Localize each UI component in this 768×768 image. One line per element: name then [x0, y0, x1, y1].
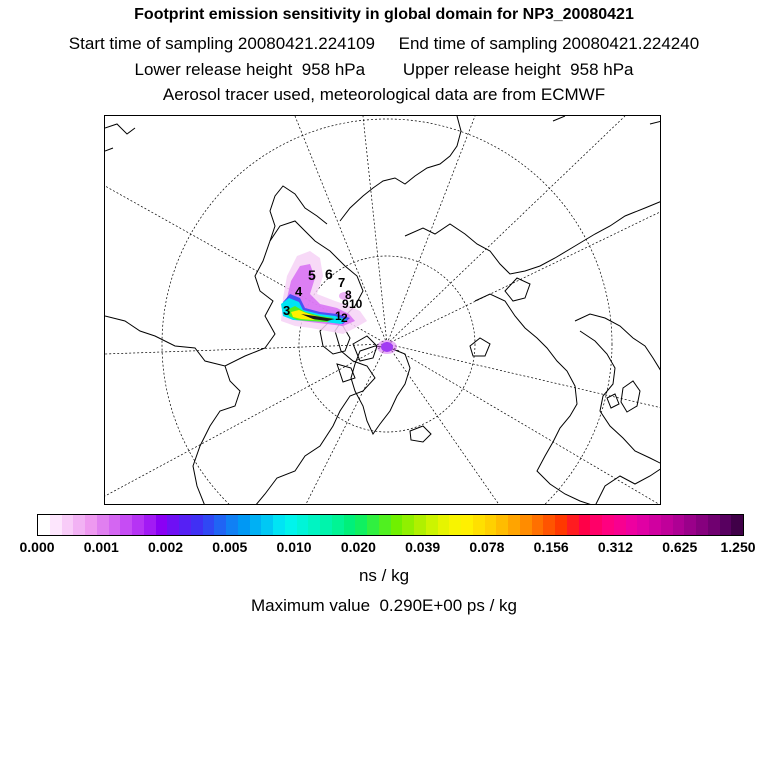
colorbar-tick-label: 0.039	[405, 539, 441, 555]
map-canvas	[105, 116, 661, 505]
coastline-north-america	[105, 221, 375, 505]
colorbar-swatch	[508, 515, 520, 535]
trajectory-label: 2	[341, 311, 348, 325]
colorbar-swatch	[308, 515, 320, 535]
meridian	[363, 116, 387, 344]
coastline-alaska	[270, 186, 327, 241]
colorbar-swatch	[238, 515, 250, 535]
colorbar-swatch	[132, 515, 144, 535]
colorbar-swatch	[684, 515, 696, 535]
colorbar-swatch	[520, 515, 532, 535]
colorbar-tick-label: 0.625	[662, 539, 698, 555]
latitude-circle-60	[162, 119, 612, 505]
colorbar-swatch	[626, 515, 638, 535]
colorbar-unit-label: ns / kg	[358, 566, 410, 585]
colorbar-swatch	[344, 515, 356, 535]
trajectory-label: 9	[342, 297, 349, 311]
trajectory-label: 3	[283, 303, 291, 318]
tracer-info-line: Aerosol tracer used, meteorological data are from ECMWF	[162, 85, 606, 104]
colorbar-swatch	[614, 515, 626, 535]
trajectory-label: 10	[349, 297, 363, 311]
colorbar-swatch	[367, 515, 379, 535]
meridian	[105, 344, 387, 354]
coastline-europe	[575, 314, 661, 464]
colorbar-swatch	[649, 515, 661, 535]
colorbar-swatch	[473, 515, 485, 535]
colorbar	[37, 514, 744, 536]
colorbar-tick-label: 0.005	[212, 539, 248, 555]
meridian	[105, 344, 387, 496]
colorbar-swatch	[85, 515, 97, 535]
coastline-svalbard	[470, 338, 490, 356]
colorbar-swatch	[144, 515, 156, 535]
colorbar-swatch	[50, 515, 62, 535]
colorbar-tick-label: 0.020	[340, 539, 376, 555]
colorbar-tick-label: 0.156	[533, 539, 569, 555]
trajectory-label: 7	[338, 275, 346, 290]
colorbar-tick-labels	[0, 539, 768, 559]
coastline-scandinavia	[475, 294, 595, 505]
colorbar-swatch	[120, 515, 132, 535]
trajectory-label: 5	[308, 267, 316, 283]
trajectory-label: 4	[295, 284, 303, 299]
coastline-mediterranean	[595, 468, 661, 505]
colorbar-swatch	[590, 515, 602, 535]
colorbar-swatch	[320, 515, 332, 535]
colorbar-swatch	[38, 515, 50, 535]
colorbar-swatch	[179, 515, 191, 535]
maximum-value-label: Maximum value 0.290E+00 ps / kg	[251, 596, 517, 615]
colorbar-swatch	[449, 515, 461, 535]
sensitivity-plume	[281, 251, 397, 354]
colorbar-swatch	[414, 515, 426, 535]
colorbar-tick-label: 1.250	[720, 539, 756, 555]
colorbar-swatch	[567, 515, 579, 535]
trajectory-label: 1	[335, 309, 342, 323]
colorbar-swatch	[73, 515, 85, 535]
colorbar-swatch	[661, 515, 673, 535]
coastline-hudson-bay	[193, 366, 240, 505]
colorbar-tick-label: 0.312	[597, 539, 633, 555]
colorbar-swatch	[402, 515, 414, 535]
meridian	[387, 344, 500, 505]
colorbar-swatch	[297, 515, 309, 535]
colorbar-swatch	[391, 515, 403, 535]
colorbar-swatch	[97, 515, 109, 535]
colorbar-swatch	[532, 515, 544, 535]
colorbar-swatch	[426, 515, 438, 535]
colorbar-swatch	[261, 515, 273, 535]
coastline-novaya-zemlya	[505, 278, 530, 301]
colorbar-swatch	[708, 515, 720, 535]
coastline-eurasia-north	[405, 201, 661, 274]
map-panel	[104, 115, 661, 505]
colorbar-swatch	[731, 515, 743, 535]
colorbar-swatch	[673, 515, 685, 535]
colorbar-swatch	[156, 515, 168, 535]
colorbar-swatch	[355, 515, 367, 535]
plume-patch-greenland-halo	[377, 340, 397, 354]
colorbar-tick-label: 0.001	[83, 539, 119, 555]
colorbar-swatch	[379, 515, 391, 535]
colorbar-swatch	[637, 515, 649, 535]
colorbar-swatch	[461, 515, 473, 535]
colorbar-swatch	[555, 515, 567, 535]
colorbar-swatch	[226, 515, 238, 535]
coastline-greenland	[351, 346, 410, 434]
colorbar-tick-label: 0.078	[469, 539, 505, 555]
trajectory-label: 6	[325, 266, 333, 282]
trajectory-label: 8	[345, 288, 352, 302]
colorbar-swatch	[602, 515, 614, 535]
map-title: Footprint emission sensitivity in global domain for NP3_20080421	[134, 6, 634, 23]
colorbar-tick-label: 0.010	[276, 539, 312, 555]
colorbar-swatch	[696, 515, 708, 535]
coastlines	[105, 116, 661, 505]
colorbar-swatch	[579, 515, 591, 535]
colorbar-tick-label: 0.000	[19, 539, 55, 555]
colorbar-swatch	[285, 515, 297, 535]
sampling-time-line: Start time of sampling 20080421.224109 End time of sampling 20080421.224240	[68, 34, 700, 53]
meridian	[387, 344, 661, 408]
colorbar-swatch	[62, 515, 74, 535]
coastline-iceland	[410, 426, 431, 442]
meridian	[387, 116, 625, 344]
colorbar-swatch	[485, 515, 497, 535]
coastline-alaska-west	[105, 116, 661, 151]
colorbar-swatch	[167, 515, 179, 535]
colorbar-swatch	[214, 515, 226, 535]
meridian	[387, 344, 661, 505]
colorbar-swatch	[332, 515, 344, 535]
release-height-line: Lower release height 958 hPa Upper release height 958 hPa	[134, 60, 634, 79]
meridian	[387, 116, 475, 344]
graticule	[105, 116, 661, 505]
colorbar-swatch	[191, 515, 203, 535]
colorbar-swatch	[543, 515, 555, 535]
colorbar-swatch	[438, 515, 450, 535]
colorbar-swatch	[496, 515, 508, 535]
colorbar-swatch	[109, 515, 121, 535]
meridian	[305, 344, 387, 505]
colorbar-swatch	[273, 515, 285, 535]
colorbar-swatch	[250, 515, 262, 535]
colorbar-swatch	[720, 515, 732, 535]
coastline-siberia-east	[340, 116, 461, 221]
colorbar-swatch	[203, 515, 215, 535]
latitude-circle-40	[105, 116, 661, 505]
colorbar-tick-label: 0.002	[148, 539, 184, 555]
